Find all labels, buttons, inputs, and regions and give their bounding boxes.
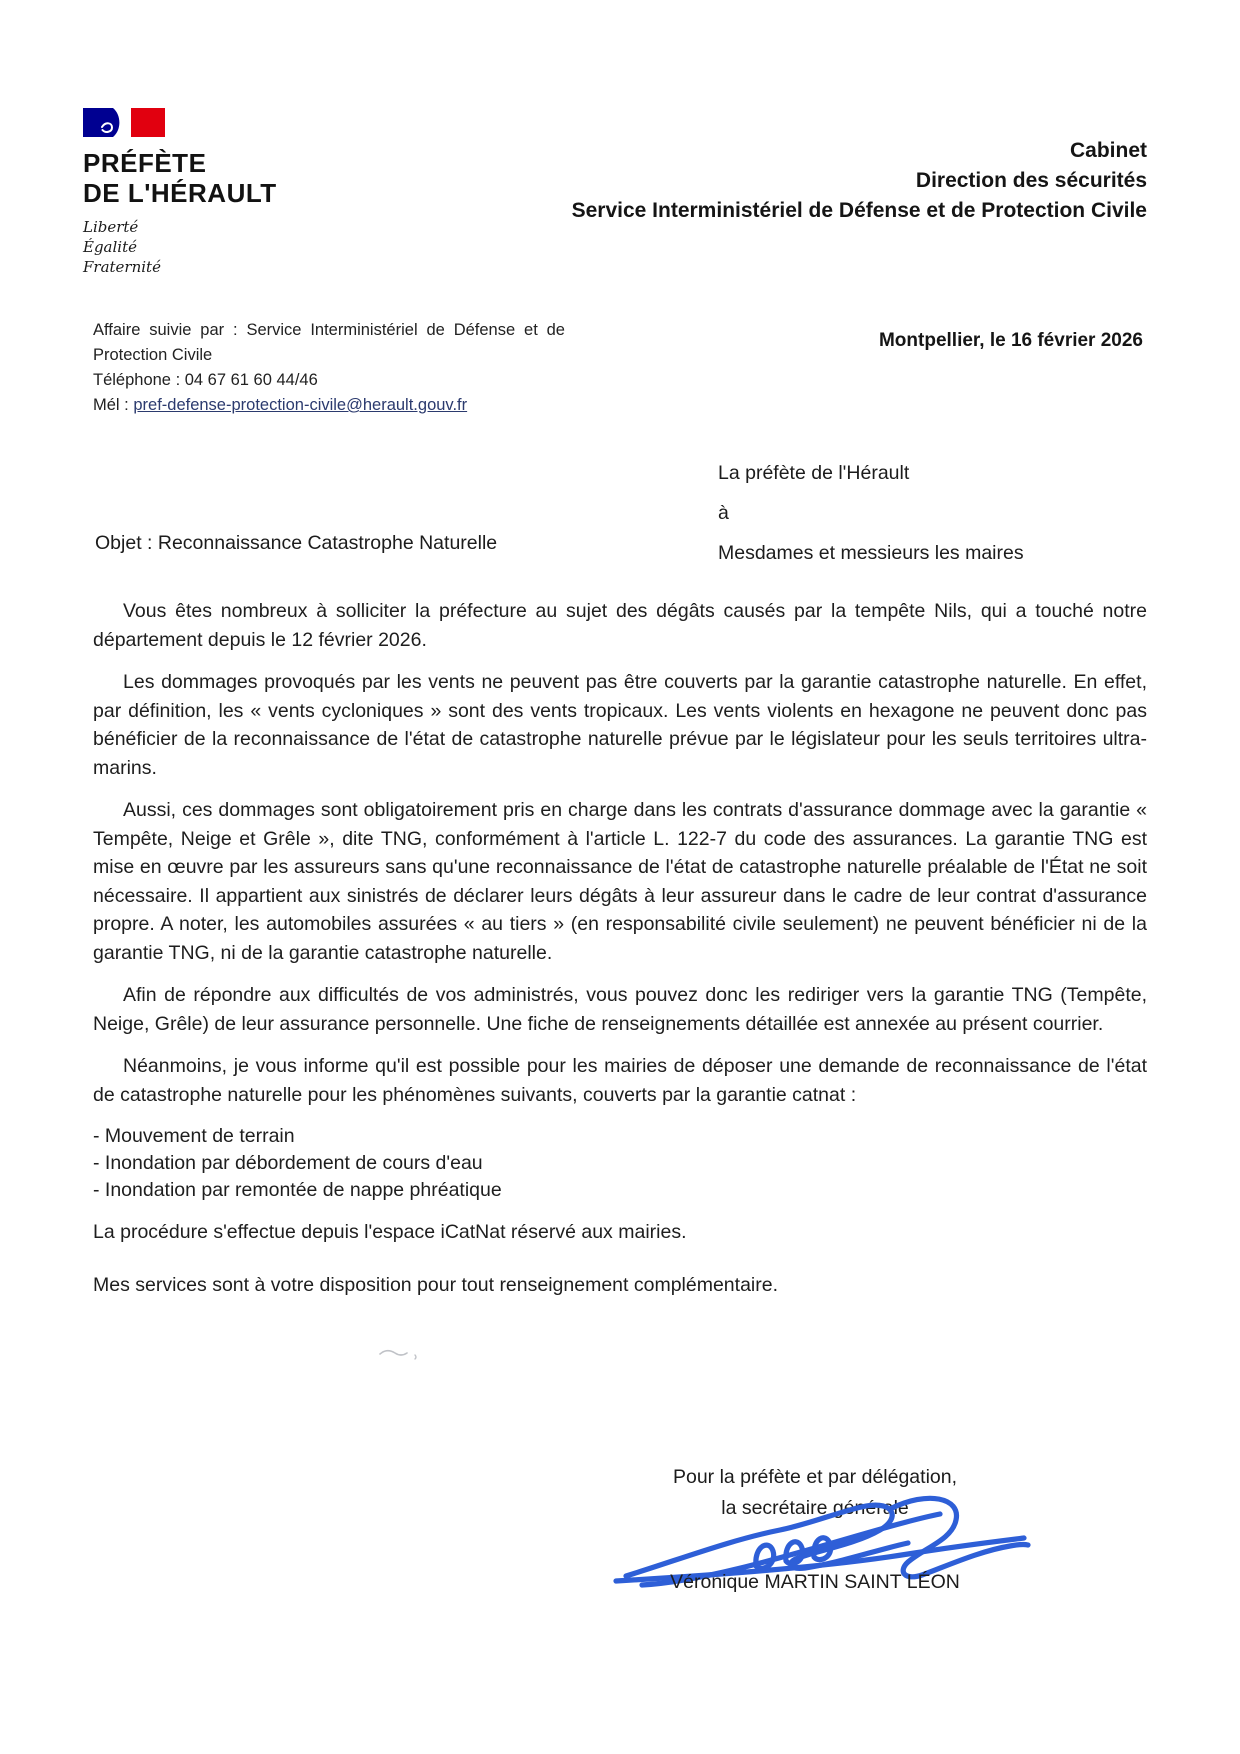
service-line-direction: Direction des sécurités xyxy=(915,169,1147,192)
service-line-sidpc: Service Interministériel de Défense et de Protection Civile xyxy=(571,199,1147,222)
prefecture-name-line1: PRÉFÈTE xyxy=(83,148,207,178)
motto-fraternite: Fraternité xyxy=(83,258,161,276)
phenomena-list xyxy=(93,1123,1147,1204)
affaire-suivie-par: Affaire suivie par : Service Interministériel de Défense et de Protection Civile xyxy=(93,321,565,364)
prefecture-name-line2: DE L'HÉRAULT xyxy=(83,178,277,208)
subject-line: Objet : Reconnaissance Catastrophe Naturelle xyxy=(95,532,498,554)
email-line xyxy=(93,393,565,418)
closing-line-services: Mes services sont à votre disposition pour tout renseignement complémentaire. xyxy=(93,1273,779,1296)
delegation-line-2: la secrétaire générale xyxy=(721,1497,909,1519)
motto-liberte: Liberté xyxy=(83,218,139,236)
paragraph-4: Afin de répondre aux difficultés de vos administrés, vous pouvez donc les rediriger vers la garantie TNG (Tempête, Neige, Grêle) de leur assurance personnelle. Une fiche de renseignements détaillée est annexée au présent courrier. xyxy=(93,984,1147,1035)
closing-line-procedure: La procédure s'effectue depuis l'espace iCatNat réservé aux mairies. xyxy=(93,1221,687,1243)
paragraph-1: Vous êtes nombreux à solliciter la préfecture au sujet des dégâts causés par la tempête Nils, qui a touché notre département depuis le 12 février 2026. xyxy=(93,600,1147,651)
recipient-to-word: à xyxy=(718,502,729,524)
place-and-date: Montpellier, le 16 février 2026 xyxy=(878,330,1143,351)
contact-block xyxy=(93,318,565,418)
recipient-block xyxy=(718,460,1024,580)
paragraph-3: Aussi, ces dommages sont obligatoirement pris en charge dans les contrats d'assurance dommage avec la garantie « Tempête, Neige et Grêle », dite TNG, conformément à l'article L. 122-7 du code des assurances. La garantie TNG est mise en œuvre par les assureurs sans qu'une reconnaissance de l'état de catastrophe naturelle préalable de l'État ne soit nécessaire. Il appartient aux sinistrés de déclarer leurs dégâts à leur assureur dans le cadre de leur contrat d'assurance propre. A noter, les automobiles assurées « au tiers » (en responsabilité civile seulement) ne peuvent bénéficier ni de la garantie TNG, ni de la garantie catastrophe naturelle. xyxy=(93,799,1147,964)
email-link[interactable]: pref-defense-protection-civile@herault.gouv.fr xyxy=(133,396,468,414)
list-item-debordement: - Inondation par débordement de cours d'eau xyxy=(93,1152,483,1174)
letter-body xyxy=(93,597,1147,1323)
list-item-nappe: - Inondation par remontée de nappe phréatique xyxy=(93,1179,502,1201)
sender-title: La préfète de l'Hérault xyxy=(718,462,910,484)
paragraph-2: Les dommages provoqués par les vents ne peuvent pas être couverts par la garantie catastrophe naturelle. En effet, par définition, les « vents cycloniques » sont des vents tropicaux. Les vents violents en hexagone ne peuvent donc pas bénéficier de la reconnaissance de l'état de catastrophe naturelle prévue par le législateur pour les seuls territoires ultra-marins. xyxy=(93,671,1147,779)
email-label: Mél : xyxy=(93,396,134,414)
signatory-name: Véronique MARTIN SAINT LÉON xyxy=(670,1571,960,1593)
issuing-service-block xyxy=(572,136,1147,226)
pen-smudge-artifact xyxy=(378,1345,428,1361)
republic-motto xyxy=(83,217,277,277)
paragraph-5: Néanmoins, je vous informe qu'il est possible pour les mairies de déposer une demande de reconnaissance de l'état de catastrophe naturelle pour les phénomènes suivants, couverts par la garantie catnat : xyxy=(93,1055,1147,1106)
telephone-line: Téléphone : 04 67 61 60 44/46 xyxy=(93,371,318,389)
french-government-flag-icon xyxy=(83,106,171,140)
delegation-line-1: Pour la préfète et par délégation, xyxy=(672,1466,958,1488)
motto-egalite: Égalité xyxy=(83,238,137,256)
list-item-mouvement: - Mouvement de terrain xyxy=(93,1125,295,1147)
service-line-cabinet: Cabinet xyxy=(1069,139,1147,162)
recipient-addressees: Mesdames et messieurs les maires xyxy=(718,542,1024,564)
prefecture-logo-block xyxy=(83,106,277,277)
